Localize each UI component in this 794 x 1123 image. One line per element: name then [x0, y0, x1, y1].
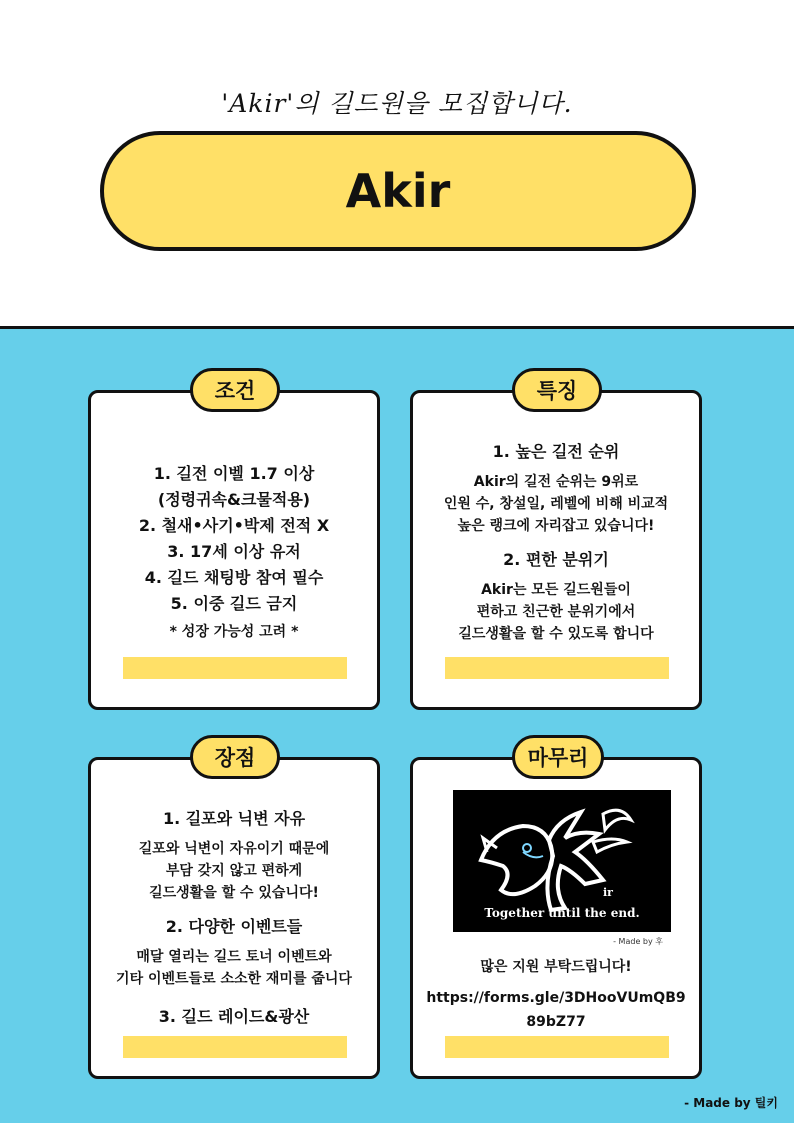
logo-tagline: Together until the end. — [484, 906, 640, 920]
feature-text: 편하고 친근한 분위기에서 — [476, 604, 636, 620]
condition-line: 1. 길전 이벨 1.7 이상 — [153, 464, 315, 483]
conditions-tag: 조건 — [190, 368, 280, 412]
feature-text: 길드생활을 할 수 있도록 합니다 — [458, 626, 654, 642]
features-tag: 특징 — [512, 368, 602, 412]
guild-name: Akir — [345, 164, 451, 218]
highlight-bar — [123, 657, 347, 679]
highlight-bar — [445, 657, 669, 679]
feature-heading: 2. 편한 분위기 — [503, 550, 609, 569]
highlight-bar — [445, 1036, 669, 1058]
apply-link[interactable]: https://forms.gle/3DHooVUmQB9 — [426, 990, 686, 1006]
advantage-heading: 2. 다양한 이벤트들 — [165, 917, 303, 936]
feature-text: 인원 수, 창설일, 레벨에 비해 비교적 — [443, 496, 669, 512]
closing-message: 많은 지원 부탁드립니다! — [480, 959, 632, 975]
advantages-tag: 장점 — [190, 735, 280, 779]
conditions-card — [88, 390, 380, 710]
logo-small-text: ir — [603, 886, 613, 899]
recruit-subtitle: 'Akir'의 길드원을 모집합니다. — [221, 89, 573, 118]
advantage-text: 길포와 닉변이 자유이기 때문에 — [138, 841, 330, 857]
advantage-heading: 1. 길포와 닉변 자유 — [162, 809, 306, 828]
condition-line: 5. 이중 길드 금지 — [170, 594, 298, 613]
condition-line: 4. 길드 채팅방 참여 필수 — [144, 568, 324, 587]
condition-note: * 성장 가능성 고려 * — [169, 624, 299, 640]
condition-line: 3. 17세 이상 유저 — [167, 542, 301, 561]
advantage-heading: 3. 길드 레이드&광산 — [158, 1007, 310, 1026]
footer-credit: - Made by 틸키 — [684, 1096, 778, 1110]
advantage-text: 매달 열리는 길드 토너 이벤트와 — [136, 949, 332, 965]
feature-text: Akir의 길전 순위는 9위로 — [473, 474, 639, 490]
condition-line: 2. 철새•사기•박제 전적 X — [138, 516, 330, 535]
feature-heading: 1. 높은 길전 순위 — [492, 442, 620, 461]
guild-name-banner — [100, 131, 696, 251]
closing-card — [410, 757, 702, 1079]
feature-text: 높은 랭크에 자리잡고 있습니다! — [457, 518, 655, 534]
advantages-card — [88, 757, 380, 1079]
content-area — [0, 326, 794, 1123]
condition-line: (정령귀속&크물적용) — [157, 490, 311, 509]
logo-credit: - Made by 후 — [613, 937, 663, 946]
guild-logo — [453, 790, 671, 932]
apply-link-cont[interactable]: 89bZ77 — [526, 1014, 586, 1030]
highlight-bar — [123, 1036, 347, 1058]
advantage-text: 길드생활을 할 수 있습니다! — [149, 885, 319, 901]
advantage-text: 기타 이벤트들로 소소한 재미를 줍니다 — [116, 971, 352, 987]
feature-text: Akir는 모든 길드원들이 — [481, 582, 631, 598]
features-card — [410, 390, 702, 710]
advantage-text: 부담 갖지 않고 편하게 — [165, 863, 303, 879]
closing-tag: 마무리 — [512, 735, 604, 779]
